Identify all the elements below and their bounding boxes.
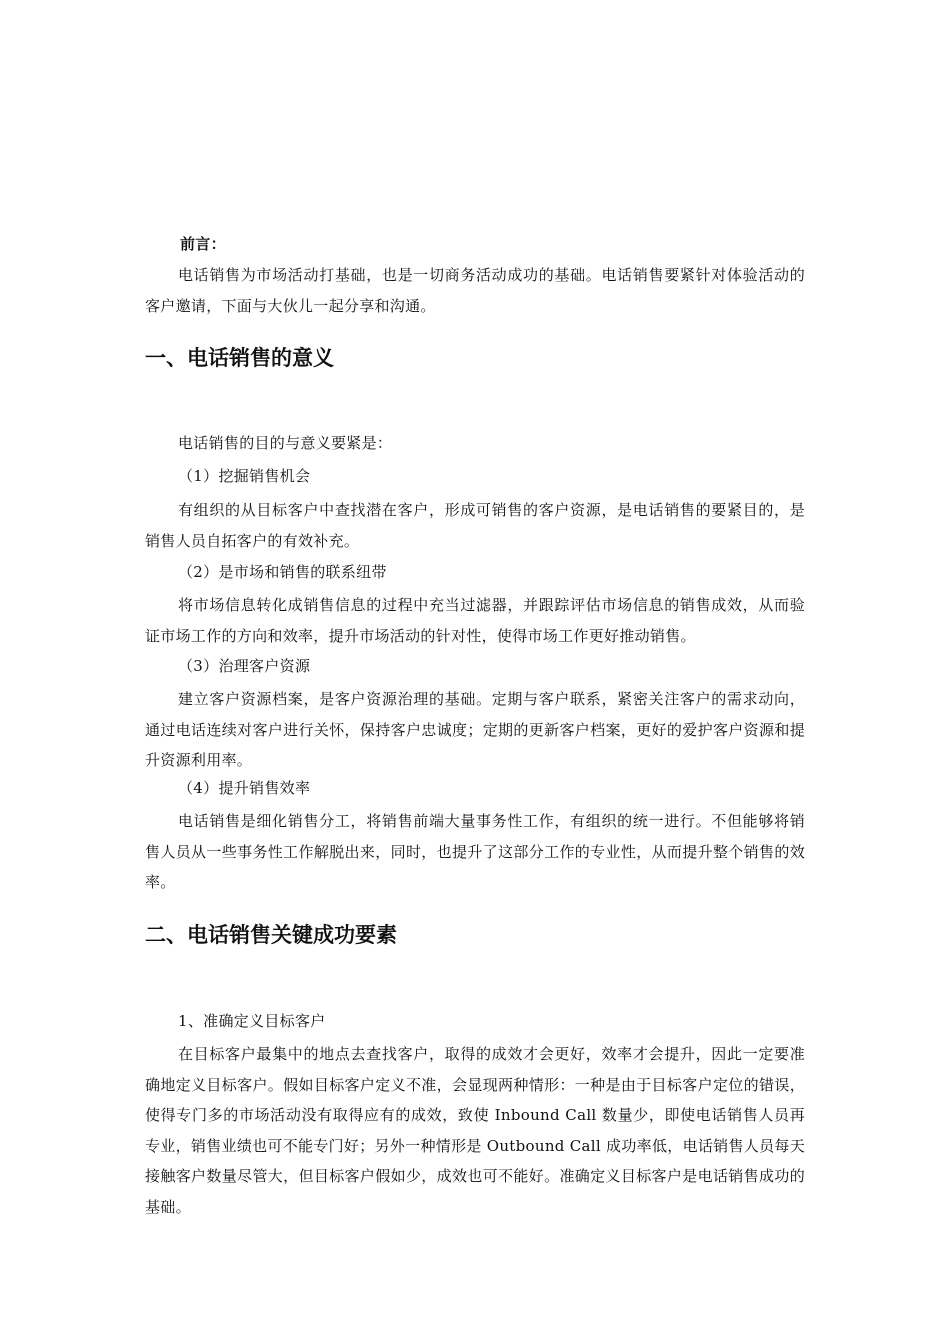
section-1-item-3-label: （3）治理客户资源: [178, 657, 311, 675]
section-1-item-1-paragraph: 有组织的从目标客户中查找潜在客户，形成可销售的客户资源，是电话销售的要紧目的，是销售人员自拓客户的有效补充。: [145, 501, 805, 550]
section-1-item-3-paragraph: 建立客户资源档案，是客户资源治理的基础。定期与客户联系，紧密关注客户的需求动向，通过电话连续对客户进行关怀，保持客户忠诚度；定期的更新客户档案，更好的爱护客户资源和提升资源利用率。: [145, 690, 805, 769]
section-1-item-4-label: （4）提升销售效率: [178, 779, 311, 797]
preface-paragraph: 电话销售为市场活动打基础，也是一切商务活动成功的基础。电话销售要紧针对体验活动的客户邀请，下面与大伙儿一起分享和沟通。: [145, 266, 805, 315]
section-1-item-1-label: （1）挖掘销售机会: [178, 467, 311, 485]
section-2-item-1-label: 1、准确定义目标客户: [178, 1012, 326, 1030]
section-1-heading: 一、电话销售的意义: [145, 346, 334, 370]
section-2-heading: 二、电话销售关键成功要素: [145, 923, 397, 947]
section-1-item-2-paragraph: 将市场信息转化成销售信息的过程中充当过滤器，并跟踪评估市场信息的销售成效，从而验证市场工作的方向和效率，提升市场活动的针对性，使得市场工作更好推动销售。: [145, 596, 805, 645]
preface-title: 前言：: [180, 235, 226, 253]
section-1-intro: 电话销售的目的与意义要紧是：: [178, 434, 393, 452]
section-1-item-4-paragraph: 电话销售是细化销售分工，将销售前端大量事务性工作，有组织的统一进行。不但能够将销售人员从一些事务性工作解脱出来，同时，也提升了这部分工作的专业性，从而提升整个销售的效率。: [145, 812, 805, 891]
section-1-item-2-label: （2）是市场和销售的联系纽带: [178, 563, 387, 581]
section-2-item-1-paragraph: 在目标客户最集中的地点去查找客户，取得的成效才会更好，效率才会提升，因此一定要准确地定义目标客户。假如目标客户定义不准，会显现两种情形：一种是由于目标客户定位的错误，使得专门多的市场活动没有取得应有的成效，致使 Inbound Call 数量少，即使电话销售人员再专业，销售业绩也可不能专门好；另外一种情形是 Outbound Call 成功率低，电话销售人员每天接触客户数量尽管大，但目标客户假如少，成效也可不能好。准确定义目标客户是电话销售成功的基础。: [145, 1045, 805, 1216]
